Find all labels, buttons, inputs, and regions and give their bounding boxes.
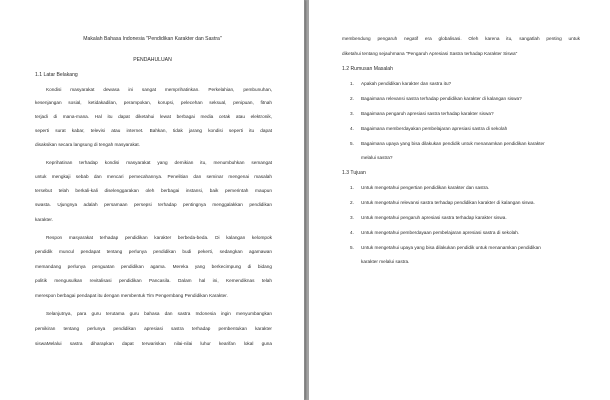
paragraph-line: diketahui tentang sejauhmana "Pengaruh Apresiasi Sastra terhadap Karakter Siswa" bbox=[342, 51, 518, 56]
list-number: 3. bbox=[350, 215, 354, 220]
paragraph-line: merespon berbagai pendapat itu dengan membentuk Tim Pengembang Pendidikan Karakter. bbox=[35, 293, 228, 298]
paragraph-line: seperti surat kabar, televisi atau internet. Bahkan, tidak jarang kondisi seperti itu dapat bbox=[35, 128, 272, 133]
list-item: Bagaimana pengaruh apresiasi sastra terhadap karakter siswa? bbox=[361, 111, 494, 116]
list-number: 2. bbox=[350, 96, 354, 101]
section-heading-1-3: 1.3 Tujuan bbox=[342, 170, 366, 176]
list-item: Bagaimana memberdayakan pembelajaran apresiasi sastra di sekolah bbox=[361, 126, 508, 131]
list-number: 1. bbox=[350, 185, 354, 190]
paragraph-line: Respon masyarakat terhadap pendidikan karakter berbeda-beda. Di kalangan kelompok bbox=[46, 235, 272, 240]
list-item-continuation: melalui sastra? bbox=[361, 155, 393, 160]
paragraph-line: Kondisi masyarakat dewasa ini sangat memprihatinkan. Perkelahian, pembunuhan, bbox=[46, 87, 272, 92]
list-item: Untuk mengetahui pengaruh apresiasi sastra terhadap karakter siswa. bbox=[361, 215, 507, 220]
paragraph-line: siswaMelalui sastra diharapkan dapat terwariskan nilai-nilai luhur kearifan lokal guna bbox=[35, 341, 272, 346]
list-number: 4. bbox=[350, 126, 354, 131]
list-item: Untuk mengetahui relevansi sastra terhadap pendidikan karakter di kalangan siswa. bbox=[361, 200, 535, 205]
list-number: 4. bbox=[350, 230, 354, 235]
paragraph-line: Selanjutnya, para guru terutama guru bahasa dan sastra Indonesia ingin menyumbangkan bbox=[46, 311, 272, 316]
list-number: 1. bbox=[350, 81, 354, 86]
list-number: 2. bbox=[350, 200, 354, 205]
paragraph-line: disaksikan secara langsung di tengah masyarakat. bbox=[35, 142, 141, 147]
document-title: Makalah Bahasa Indonesia "Pendidikan Karakter dan Sastra" bbox=[83, 36, 222, 42]
list-number: 5. bbox=[350, 141, 354, 146]
document-page-right bbox=[309, 0, 610, 400]
paragraph-line: untuk mengkaji sebab dan mencari pemecahannya. Penelitian dan seminar mengenai masalah bbox=[35, 174, 272, 179]
section-heading-1-1: 1.1 Latar Belakang bbox=[35, 72, 78, 78]
list-number: 3. bbox=[350, 111, 354, 116]
paragraph-line: pemikiran tentang perlunya pendidikan apresiasi sastra terhadap pembentukan karakter bbox=[35, 326, 272, 331]
paragraph-line: swasta. Ujungnya adalah persamaan persepsi terhadap pentingnya menggalakkan pendidikan bbox=[35, 202, 272, 207]
list-item-continuation: karakter melalui sastra. bbox=[361, 259, 410, 264]
list-number: 5. bbox=[350, 245, 354, 250]
list-item: Bagaimana relevansi sastra terhadap pendidikan karakter di kalangan siswa? bbox=[361, 96, 522, 101]
paragraph-line: kesenjangan sosial, ketidakadilan, perampokan, korupsi, pelecehan seksual, penipuan, fitnah bbox=[35, 100, 272, 105]
paragraph-line: Keprihatinan terhadap kondisi masyarakat yang demikian itu, menumbuhkan semangat bbox=[46, 160, 272, 165]
list-item: Untuk mengetahui upaya yang bisa dilakukan pendidik untuk menanamkan pendidikan bbox=[361, 245, 541, 250]
paragraph-line: politik mengusulkan revitalisasi pendidikan Pancasila. Dalam hal ini, Kemendiknas telah bbox=[35, 278, 272, 283]
chapter-heading: PENDAHULUAN bbox=[133, 57, 172, 63]
list-item: Untuk mengetahui pemberdayaan pembelajaran apresiasi sastra di sekolah. bbox=[361, 230, 520, 235]
list-item: Bagaimana upaya yang bisa dilakukan pendidik untuk menanamkan pendidikan karakter bbox=[361, 141, 545, 146]
paragraph-line: tersebut telah berkali-kali diselenggarakan oleh berbagai instansi, baik pemerintah maupun bbox=[35, 188, 272, 193]
paragraph-line: memandang perlunya penguatan pendidikan agama. Mereka yang berkecimpung di bidang bbox=[35, 264, 272, 269]
paragraph-line: membendung pengaruh negatif era globalisasi. Oleh karena itu, sangatlah penting untuk bbox=[342, 36, 580, 41]
paragraph-line: karakter. bbox=[35, 217, 53, 222]
list-item: Apakah pendidikan karakter dan sastra itu? bbox=[361, 81, 452, 86]
section-heading-1-2: 1.2 Rumusan Masalah bbox=[342, 66, 393, 72]
list-item: Untuk mengetahui pengertian pendidikan karakter dan sastra. bbox=[361, 185, 490, 190]
paragraph-line: pendidik muncul pendapat tentang perlunya pendidikan budi pekerti, sedangkan agamawan bbox=[35, 249, 272, 254]
paragraph-line: terjadi di mana-mana. Hal itu dapat diketahui lewat berbagai media cetak atau elektronik, bbox=[35, 114, 272, 119]
